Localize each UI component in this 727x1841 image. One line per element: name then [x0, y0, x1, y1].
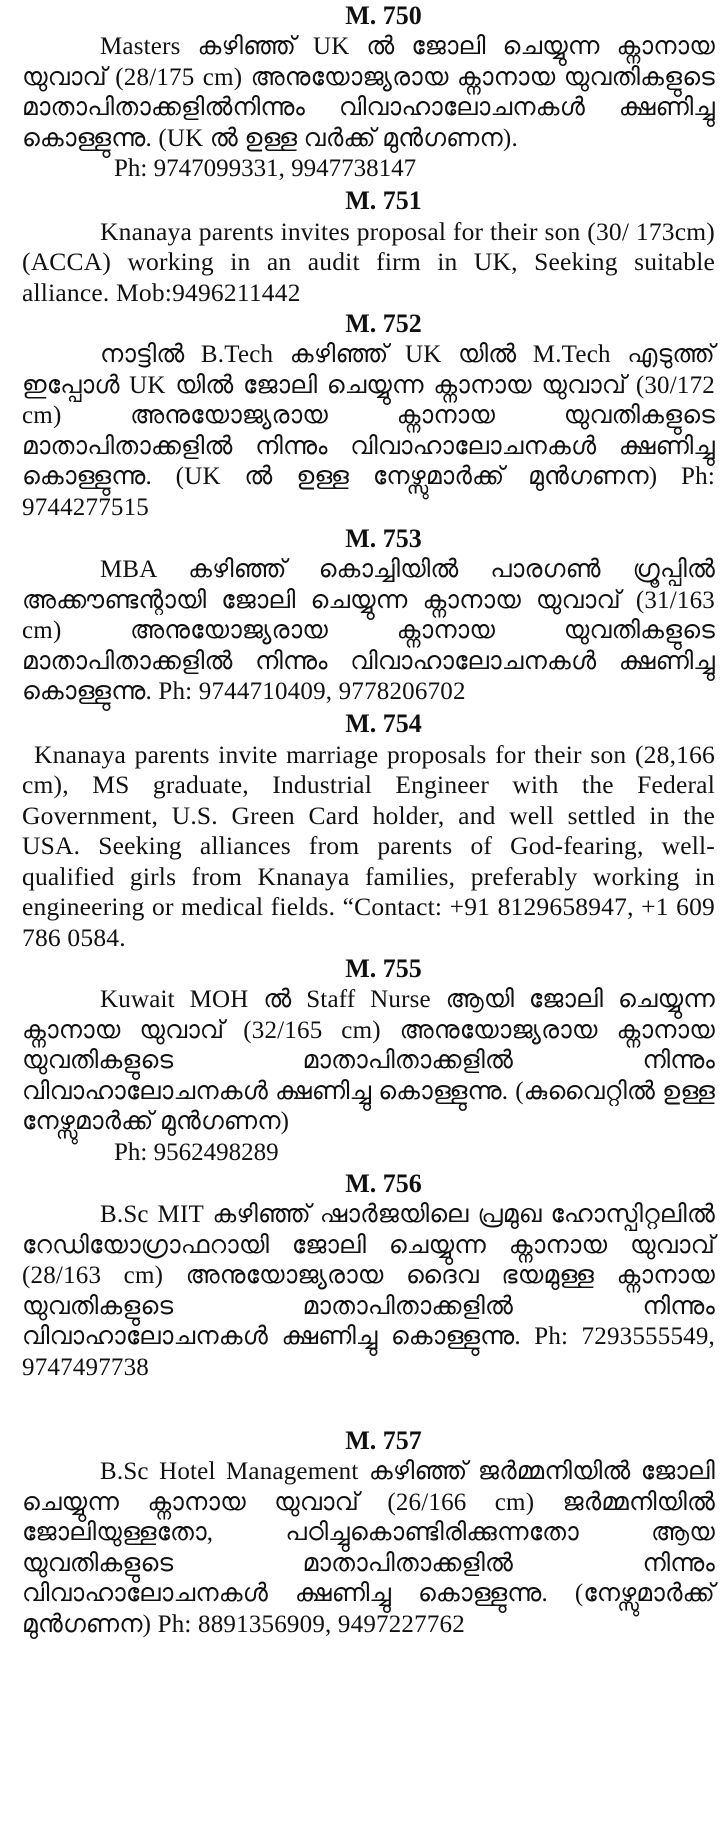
- section-gap: [22, 1383, 715, 1425]
- ad-number: M. 754: [345, 708, 422, 738]
- ad-text: Masters കഴിഞ്ഞ് UK ൽ ജോലി ചെയ്യുന്ന ക്നാനായ യുവാവ് (28/175 cm) അനുയോജ്യരായ ക്നാനായ യുവതികളുടെ മാതാപിതാക്കളിൽനിന്നും വിവാഹാലോചനകൾ ക്ഷണിച്ചു കൊള്ളുന്നു. (UK ൽ ഉള്ള വർക്ക് മുൻഗണന).: [22, 33, 715, 152]
- ad-m754: [22, 708, 715, 954]
- ad-text: B.Sc Hotel Management കഴിഞ്ഞ് ജർമ്മനിയിൽ ജോലി ചെയ്യുന്ന ക്നാനായ യുവാവ് (26/166 cm) ജർമ്മനിയിൽ ജോലിയുള്ളതോ, പഠിച്ചുകൊണ്ടിരിക്കുന്നതോ ആയ യുവതികളുടെ മാതാപിതാക്കളിൽ നിന്നും വിവാഹാലോചനകൾ ക്ഷണിച്ചു കൊള്ളുന്നു. (നേഴ്സുമാർക്ക് മുൻഗണന) Ph: 8891356909, 9497227762: [22, 1458, 715, 1638]
- ad-text: Kuwait MOH ൽ Staff Nurse ആയി ജോലി ചെയ്യുന്ന ക്നാനായ യുവാവ് (32/165 cm) അനുയോജ്യരായ ക്നാനായ യുവതികളുടെ മാതാപിതാക്കളിൽ നിന്നും വിവാഹാലോചനകൾ ക്ഷണിച്ചു കൊള്ളുന്നു. (കുവൈറ്റിൽ ഉള്ള നേഴ്സുമാർക്ക് മുൻഗണന): [22, 986, 715, 1135]
- ad-m752: [22, 308, 715, 523]
- ad-m750: [22, 0, 715, 185]
- ad-number: M. 750: [345, 1, 422, 30]
- ad-text: B.Sc MIT കഴിഞ്ഞ് ഷാർജയിലെ പ്രമുഖ ഹോസ്പിറ്റലിൽ റേഡിയോഗ്രാഫറായി ജോലി ചെയ്യുന്ന ക്നാനായ യുവാവ് (28/163 cm) അനുയോജ്യരായ ദൈവ ഭയമുള്ള ക്നാനായ യുവതികളുടെ മാതാപിതാക്കളിൽ നിന്നും വിവാഹാലോചനകൾ ക്ഷണിച്ചു കൊള്ളുന്നു. Ph: 7293555549, 9747497738: [22, 1201, 715, 1381]
- ad-number: M. 757: [345, 1426, 422, 1455]
- ad-text: MBA കഴിഞ്ഞ് കൊച്ചിയിൽ പാരഗൺ ഗ്രൂപ്പിൽ അക്കൗണ്ടന്റായി ജോലി ചെയ്യുന്ന ക്നാനായ യുവാവ് (31/163 cm) അനുയോജ്യരായ ക്നാനായ യുവതികളുടെ മാതാപിതാക്കളിൽ നിന്നും വിവാഹാലോചനകൾ ക്ഷണിച്ചു കൊള്ളുന്നു. Ph: 9744710409, 9778206702: [22, 556, 715, 705]
- ad-m755: [22, 953, 715, 1168]
- ad-phone: Ph: 9562498289: [114, 1138, 279, 1166]
- ad-phone: Ph: 9747099331, 9947738147: [114, 155, 417, 182]
- ad-text: Knanaya parents invites proposal for their son (30/ 173cm) (ACCA) working in an audit firm in UK, Seeking suitable alliance. Mob:9496211442: [22, 216, 715, 307]
- ad-number: M. 755: [345, 954, 422, 983]
- ad-number: M. 751: [345, 185, 422, 215]
- ad-m751: [22, 185, 715, 309]
- ad-number: M. 756: [345, 1169, 422, 1198]
- ad-m757: [22, 1425, 715, 1640]
- ad-text: നാട്ടിൽ B.Tech കഴിഞ്ഞ് UK യിൽ M.Tech എടുത്ത് ഇപ്പോൾ UK യിൽ ജോലി ചെയ്യുന്ന ക്നാനായ യുവാവ് (30/172 cm) അനുയോജ്യരായ ക്നാനായ യുവതികളുടെ മാതാപിതാക്കളിൽ നിന്നും വിവാഹാലോചനകൾ ക്ഷണിച്ചു കൊള്ളുന്നു. (UK ൽ ഉള്ള നേഴ്സുമാർക്ക് മുൻഗണന) Ph: 9744277515: [22, 341, 715, 521]
- ad-text: Knanaya parents invite marriage proposals for their son (28,166 cm), MS graduate, Industrial Engineer with the Federal Government, U.S. Green Card holder, and well settled in the USA. Seeking alliances from parents of God-fearing, well-qualified girls from Knanaya families, preferably working in engineering or medical fields. “Contact: +91 8129658947, +1 609 786 0584.: [22, 739, 715, 952]
- ad-number: M. 752: [345, 309, 422, 338]
- ad-m753: [22, 523, 715, 708]
- ad-number: M. 753: [345, 524, 422, 553]
- ad-m756: [22, 1168, 715, 1383]
